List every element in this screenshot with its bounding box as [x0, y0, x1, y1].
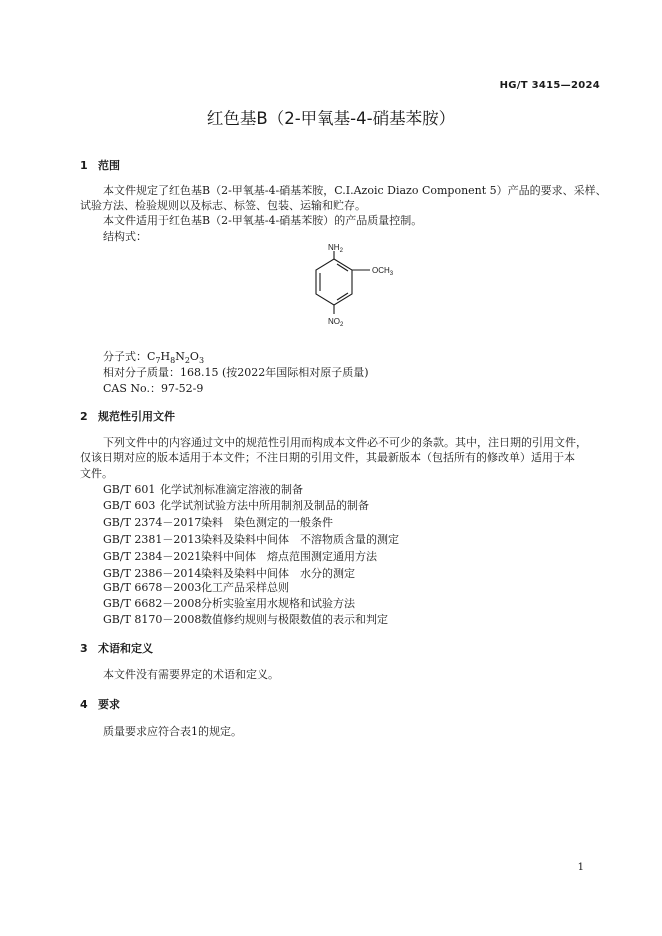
reference-code: GB/T 6682－2008 — [103, 597, 202, 610]
applicability-paragraph: 本文件适用于红色基B（2-甲氧基-4-硝基苯胺）的产品质量控制。 — [103, 214, 423, 227]
amine-group-label: $NH_2$ — [328, 243, 343, 254]
reference-code: GB/T 2374－2017 — [103, 516, 202, 529]
section-1-heading — [80, 157, 120, 173]
reference-item — [103, 549, 377, 564]
section-4-heading — [80, 696, 120, 712]
section-number: 4 — [80, 698, 88, 711]
reference-item — [103, 532, 399, 547]
section-number: 1 — [80, 159, 88, 172]
methoxy-group-label: $OCH_3$ — [372, 266, 394, 277]
reference-title: 分析实验室用水规格和试验方法 — [201, 597, 355, 610]
requirements-paragraph: 质量要求应符合表1的规定。 — [103, 725, 242, 738]
reference-item — [103, 596, 355, 611]
reference-item — [103, 515, 333, 530]
section-number: 2 — [80, 410, 88, 423]
benzene-ring — [316, 251, 370, 314]
section-title: 规范性引用文件 — [98, 410, 175, 423]
page-number: 1 — [577, 862, 584, 873]
relative-molecular-mass: 相对分子质量：168.15 (按2022年国际相对原子质量) — [103, 366, 369, 379]
reference-title: 化学试剂试验方法中所用制剂及制品的制备 — [160, 499, 369, 512]
reference-title: 染料 染色测定的一般条件 — [201, 516, 333, 529]
reference-code: GB/T 6678－2003 — [103, 581, 202, 594]
reference-title: 数值修约规则与极限数值的表示和判定 — [201, 613, 388, 626]
reference-item — [103, 498, 369, 513]
reference-code: GB/T 2384－2021 — [103, 550, 202, 563]
formula-label: 分子式： — [103, 350, 147, 363]
scope-paragraph-line: 试验方法、检验规则以及标志、标签、包装、运输和贮存。 — [80, 199, 366, 212]
structure-label: 结构式： — [103, 230, 147, 243]
cas-number: CAS No.：97-52-9 — [103, 382, 204, 395]
reference-item — [103, 482, 303, 497]
reference-title: 染料及染料中间体 不溶物质含量的测定 — [201, 533, 399, 546]
reference-title: 化工产品采样总则 — [201, 581, 289, 594]
references-intro-line: 文件。 — [80, 467, 113, 480]
reference-title: 染料中间体 熔点范围测定通用方法 — [201, 550, 377, 563]
reference-code: GB/T 8170－2008 — [103, 613, 202, 626]
terms-paragraph: 本文件没有需要界定的术语和定义。 — [103, 668, 279, 681]
section-title: 范围 — [98, 159, 120, 172]
reference-item — [103, 612, 388, 627]
reference-code: GB/T 2386－2014 — [103, 567, 202, 580]
reference-title: 染料及染料中间体 水分的测定 — [201, 567, 355, 580]
section-title: 术语和定义 — [98, 642, 153, 655]
references-intro-line: 仅该日期对应的版本适用于本文件；不注日期的引用文件，其最新版本（包括所有的修改单）适用于本 — [80, 451, 575, 464]
reference-code: GB/T 601 — [103, 483, 156, 496]
reference-title: 化学试剂标准滴定溶液的制备 — [160, 483, 303, 496]
reference-item — [103, 566, 355, 581]
reference-code: GB/T 2381－2013 — [103, 533, 202, 546]
section-3-heading — [80, 640, 153, 656]
nitro-group-label: $NO_2$ — [328, 317, 344, 328]
structural-formula-diagram — [290, 238, 410, 350]
references-intro-line: 下列文件中的内容通过文中的规范性引用而构成本文件必不可少的条款。其中，注日期的引用文件， — [103, 436, 587, 449]
reference-code: GB/T 603 — [103, 499, 156, 512]
reference-item — [103, 580, 289, 595]
section-2-heading — [80, 408, 175, 424]
document-title: 红色基B（2-甲氧基-4-硝基苯胺） — [206, 109, 456, 128]
section-number: 3 — [80, 642, 88, 655]
scope-paragraph-line: 本文件规定了红色基B（2-甲氧基-4-硝基苯胺，C.I.Azoic Diazo Component 5）产品的要求、采样、 — [103, 184, 607, 197]
section-title: 要求 — [98, 698, 120, 711]
standard-number: HG/T 3415—2024 — [499, 80, 600, 91]
molecular-formula: 分子式：$C_7H_8N_2O_3$ — [103, 350, 205, 366]
